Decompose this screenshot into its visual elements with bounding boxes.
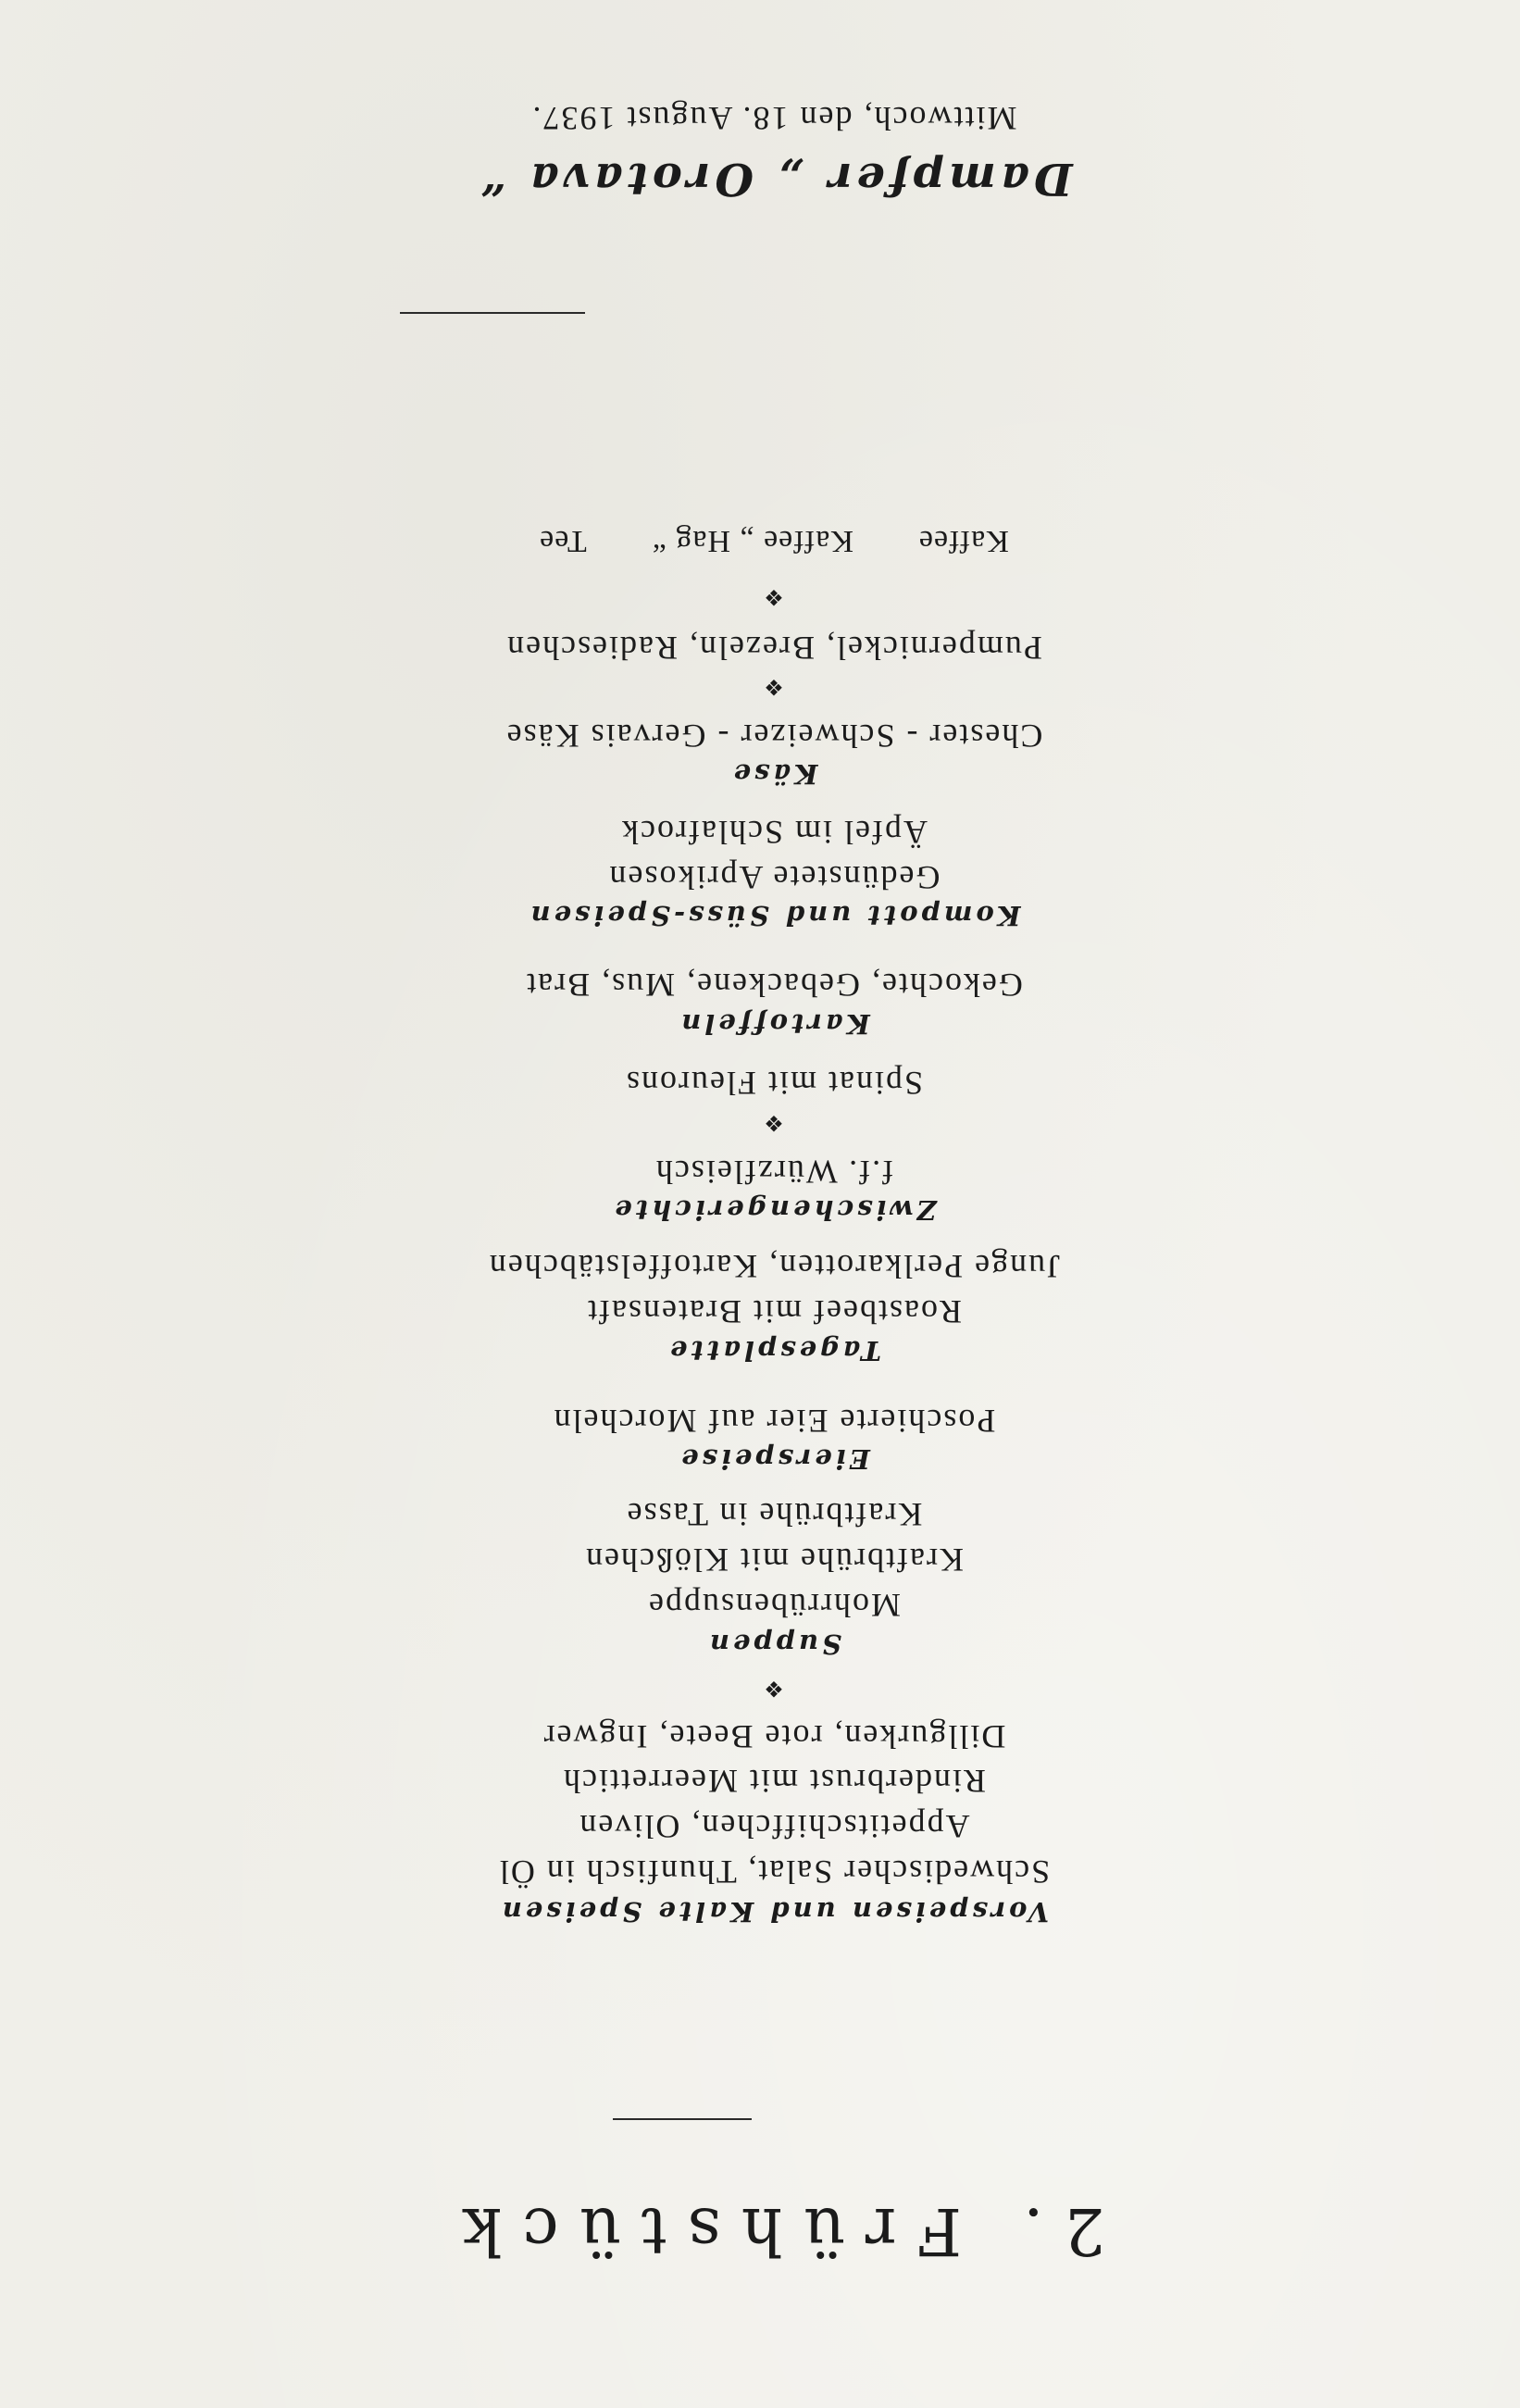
- menu-item: Gekochte, Gebackene, Mus, Brat: [525, 967, 1023, 1004]
- menu-item: Dillgurken, rote Beete, Ingwer: [542, 1718, 1006, 1755]
- heading-kompott: Kompott und Süss-Speisen: [527, 900, 1021, 931]
- heading-zwischengerichte: Zwischengerichte: [611, 1194, 937, 1226]
- menu-item: f.f. Würzfleisch: [654, 1154, 894, 1191]
- footer-divider: [400, 312, 585, 314]
- menu-item: Schwedischer Salat, Thunfisch in Öl: [497, 1853, 1051, 1890]
- menu-item: Spinat mit Fleurons: [625, 1065, 924, 1102]
- menu-item: Appetitschiffchen, Oliven: [578, 1808, 970, 1845]
- heading-eierspeise: Eierspeise: [678, 1443, 870, 1475]
- ornament: ❖: [764, 674, 784, 700]
- drink-item: Tee: [539, 524, 587, 558]
- drinks-row: [14, 523, 1520, 558]
- menu-item: Roastbeef mit Bratensaft: [586, 1293, 962, 1330]
- heading-suppen: Suppen: [705, 1628, 842, 1660]
- heading-vorspeisen: Vorspeisen und Kalte Speisen: [498, 1896, 1050, 1928]
- menu-title: 2. Frühstück: [442, 2193, 1105, 2269]
- ornament: ❖: [764, 1110, 784, 1136]
- drink-item: Kaffee: [917, 524, 1009, 558]
- heading-tagesplatte: Tagesplatte: [667, 1335, 881, 1366]
- menu-item: Chester - Schweizer - Gervais Käse: [505, 717, 1043, 755]
- menu-item: Gedünstete Aprikosen: [607, 859, 941, 896]
- menu-item: Mohrrübensuppe: [647, 1587, 901, 1624]
- drink-item: Kaffee „ Hag “: [651, 524, 853, 558]
- heading-kartoffeln: Kartoffeln: [678, 1008, 870, 1040]
- menu-item: Kraftbrühe in Tasse: [625, 1496, 923, 1533]
- heading-kaese: Käse: [729, 758, 818, 790]
- title-divider: [613, 2118, 752, 2120]
- menu-item: Äpfel im Schlafrock: [620, 814, 928, 851]
- menu-date: Mittwoch, den 18. August 1937.: [530, 100, 1017, 137]
- menu-item: Poschierte Eier auf Morcheln: [552, 1403, 996, 1440]
- menu-item: Junge Perlkarotten, Kartoffelstäbchen: [487, 1248, 1061, 1285]
- ship-name: Dampfer „ Orotava “: [475, 153, 1073, 205]
- menu-item: Kraftbrühe mit Klößchen: [584, 1541, 964, 1578]
- ornament: ❖: [764, 1676, 784, 1702]
- menu-item: Pumpernickel, Brezeln, Radieschen: [505, 630, 1042, 667]
- menu-item: Rinderbrust mit Meerrettich: [562, 1763, 986, 1800]
- ornament: ❖: [764, 584, 784, 610]
